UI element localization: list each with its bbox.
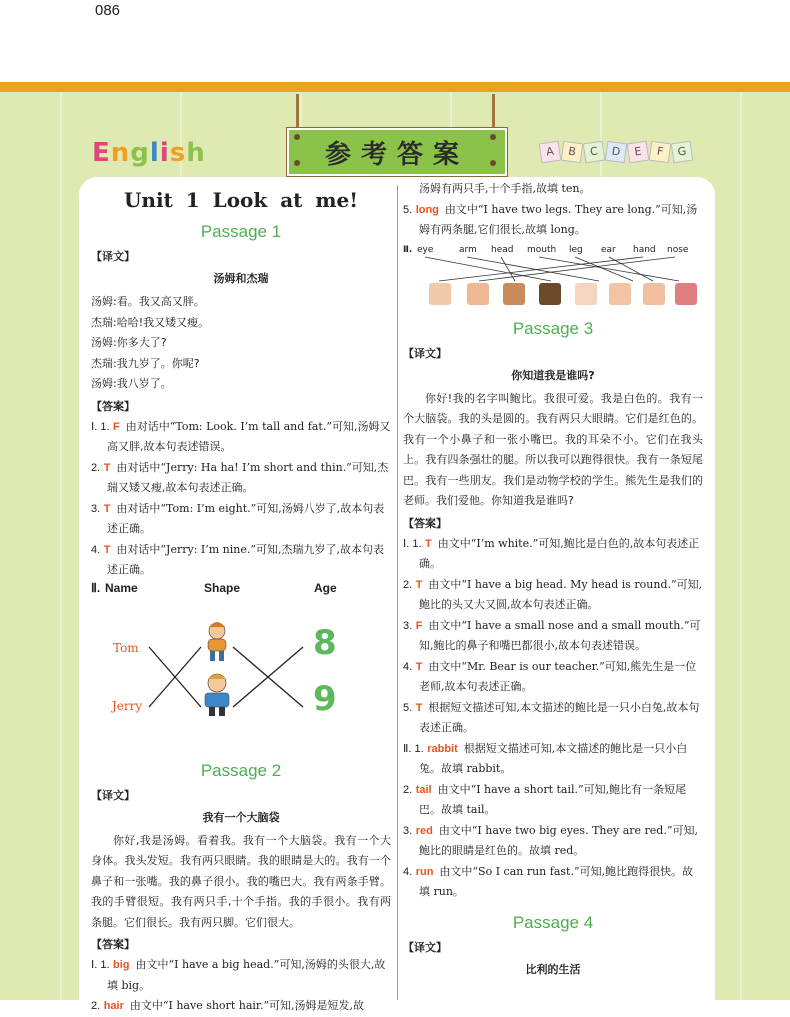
answer-item: 4. T 由文中“Mr. Bear is our teacher.”可知,熊先生是一位老师,故本句表述正确。 xyxy=(403,659,697,693)
alphabet-block: C xyxy=(583,141,606,164)
unit-title: Unit 1 Look at me! xyxy=(123,188,359,212)
name-shape-age-matching xyxy=(91,581,391,757)
dialogue-line: 杰瑞:我九岁了。你呢? xyxy=(91,356,200,370)
story-1-dialogue xyxy=(91,292,391,395)
answer-item: 2. T 由文中“I have a big head. My head is round.”可知,鲍比的头又大又圆,故本句表述正确。 xyxy=(403,577,703,611)
answer-tag: 【答案】 xyxy=(91,938,135,951)
logo-letter: i xyxy=(159,138,170,168)
passage-4-title: Passage 4 xyxy=(512,912,594,932)
word-ear: ear xyxy=(601,244,616,255)
answer-item: 2. T 由对话中“Jerry: Ha ha! I’m short and thin.”可知,杰瑞又矮又瘦,故本句表述正确。 xyxy=(91,460,389,494)
matching-roman: Ⅱ. xyxy=(91,580,101,595)
alphabet-block: D xyxy=(605,141,628,164)
passage-1-title: Passage 1 xyxy=(200,222,282,241)
age-nine: 9 xyxy=(313,678,337,719)
word-eye: eye xyxy=(417,244,434,255)
answer-item: 2. tail 由文中“I have a short tail.”可知,鲍比有一条短尾巴。故填 tail。 xyxy=(403,782,687,816)
story-2-title: 我有一个大脑袋 xyxy=(202,810,280,824)
column-divider xyxy=(397,185,398,1000)
translation-tag: 【译文】 xyxy=(91,250,135,263)
dialogue-line: 汤姆:我八岁了。 xyxy=(91,377,172,390)
story-2-text: 你好,我是汤姆。看着我。我有一个大脑袋。我有一个大身体。我头发短。我有两只眼睛。我的眼睛是大的。我有一个鼻子和一张嘴。我的鼻子很小。我的嘴巴大。我有两条手臂。我的手臂很短。我有两只手,十个手指。我的手很小。我有两条腿。它们很长。我有两只脚。它们很大。 xyxy=(91,833,391,929)
name-jerry: Jerry xyxy=(112,698,143,713)
dialogue-line: 杰瑞:哈哈!我又矮又瘦。 xyxy=(91,315,210,329)
leg-icon xyxy=(575,283,597,305)
hand-icon xyxy=(429,283,451,305)
continued-text: 汤姆有两只手,十个手指,故填 ten。 xyxy=(419,182,591,195)
header-shape: Shape xyxy=(204,580,241,595)
answer-item: 5. long 由文中“I have two legs. They are long.”可知,汤姆有两条腿,它们很长,故填 long。 xyxy=(403,202,698,236)
answer-tag: 【答案】 xyxy=(91,399,135,413)
left-column xyxy=(91,177,391,1017)
page-number: 086 xyxy=(95,2,121,19)
right-column xyxy=(403,177,703,983)
hanging-rope-right xyxy=(492,94,495,130)
logo-letter: l xyxy=(149,138,160,168)
name-tom: Tom xyxy=(113,640,139,655)
translation-tag: 【译文】 xyxy=(403,940,447,954)
word-nose: nose xyxy=(667,244,689,255)
header-stripe xyxy=(0,82,790,92)
header-age: Age xyxy=(314,580,337,595)
story-3-title: 你知道我是谁吗? xyxy=(511,368,595,382)
nail-icon xyxy=(294,134,300,140)
answer-item: 3. red 由文中“I have two big eyes. They are red.”可知,鲍比的眼睛是红色的。故填 red。 xyxy=(403,823,698,857)
body-part-matching xyxy=(403,245,703,307)
answer-item: 4. T 由对话中“Jerry: I’m nine.”可知,杰瑞九岁了,故本句表述正确。 xyxy=(91,542,384,576)
answer-item: Ⅰ. 1. T 由文中“I’m white.”可知,鲍比是白色的,故本句表述正确。 xyxy=(403,536,700,570)
answer-tag: 【答案】 xyxy=(403,516,447,530)
logo-letter: h xyxy=(186,138,206,168)
word-arm: arm xyxy=(459,244,477,255)
word-hand: hand xyxy=(633,244,656,255)
answer-item: 5. T 根据短文描述可知,本文描述的鲍比是一只小白兔,故本句表述正确。 xyxy=(403,700,700,734)
alphabet-block: A xyxy=(539,141,562,164)
mouth-icon xyxy=(675,283,697,305)
tall-fat-boy-icon xyxy=(208,622,226,661)
answer-sheet xyxy=(79,177,715,1012)
matching-roman: Ⅱ. xyxy=(403,244,413,255)
age-eight: 8 xyxy=(313,622,337,663)
answer-item: 3. T 由对话中“Tom: I’m eight.”可知,汤姆八岁了,故本句表述正确。 xyxy=(91,501,385,535)
answer-item: 3. F 由文中“I have a small nose and a small mouth.”可知,鲍比的鼻子和嘴巴都很小,故本句表述错误。 xyxy=(403,618,701,652)
alphabet-block: E xyxy=(627,141,650,164)
answer-item: 4. run 由文中“So I can run fast.”可知,鲍比跑得很快。故填 run。 xyxy=(403,864,694,898)
passage-2-title: Passage 2 xyxy=(200,760,282,780)
alphabet-block: B xyxy=(561,141,584,164)
logo-letter: g xyxy=(130,138,150,168)
head-icon xyxy=(503,283,525,305)
answer-item: Ⅰ. 1. big 由文中“I have a big head.”可知,汤姆的头很大,故填 big。 xyxy=(91,958,386,992)
story-3-text: 你好!我的名字叫鲍比。我很可爱。我是白色的。我有一个大脑袋。我的头是圆的。我有两只大眼睛。它们是红色的。我有一个小鼻子和一张小嘴巴。我的耳朵不小。它们在我头上。我有四条强壮的腿。所以我可以跑得很快。我有一条短尾巴。我有一些朋友。我们是动物学校的学生。熊先生是我们的老师。我们爱他。你知道我是谁吗? xyxy=(403,391,703,507)
nose-icon xyxy=(467,283,489,305)
dialogue-line: 汤姆:看。我又高又胖。 xyxy=(91,295,205,308)
word-mouth: mouth xyxy=(527,244,557,255)
alphabet-blocks xyxy=(540,140,694,162)
header-name: Name xyxy=(105,580,138,595)
matching-lines xyxy=(91,581,391,757)
word-head: head xyxy=(491,244,514,255)
logo-letter: s xyxy=(169,138,187,168)
english-logo xyxy=(92,138,206,168)
dialogue-line: 汤姆:你多大了? xyxy=(91,336,167,349)
hanging-rope-left xyxy=(296,94,299,130)
ear-icon xyxy=(643,283,665,305)
word-leg: leg xyxy=(569,244,583,255)
short-thin-boy-icon xyxy=(205,674,229,716)
nail-icon xyxy=(294,160,300,166)
logo-letter: n xyxy=(110,138,131,168)
logo-letter: E xyxy=(92,138,111,168)
arm-icon xyxy=(609,283,631,305)
translation-tag: 【译文】 xyxy=(403,346,447,360)
answer-banner: 参考答案 xyxy=(287,128,507,176)
answer-item: 2. hair 由文中“I have short hair.”可知,汤姆是短发,故 xyxy=(91,999,365,1012)
eye-icon xyxy=(539,283,561,305)
answer-item: Ⅰ. 1. F 由对话中“Tom: Look. I’m tall and fat.”可知,汤姆又高又胖,故本句表述错误。 xyxy=(91,419,391,453)
story-1-title: 汤姆和杰瑞 xyxy=(213,272,269,285)
story-4-title: 比利的生活 xyxy=(525,962,581,976)
nail-icon xyxy=(490,134,496,140)
alphabet-block: F xyxy=(649,141,672,164)
alphabet-block: G xyxy=(671,141,694,164)
answer-item: Ⅱ. 1. rabbit 根据短文描述可知,本文描述的鲍比是一只小白兔。故填 rabbit。 xyxy=(403,741,688,775)
translation-tag: 【译文】 xyxy=(91,788,135,802)
nail-icon xyxy=(490,160,496,166)
passage-3-title: Passage 3 xyxy=(512,318,594,338)
